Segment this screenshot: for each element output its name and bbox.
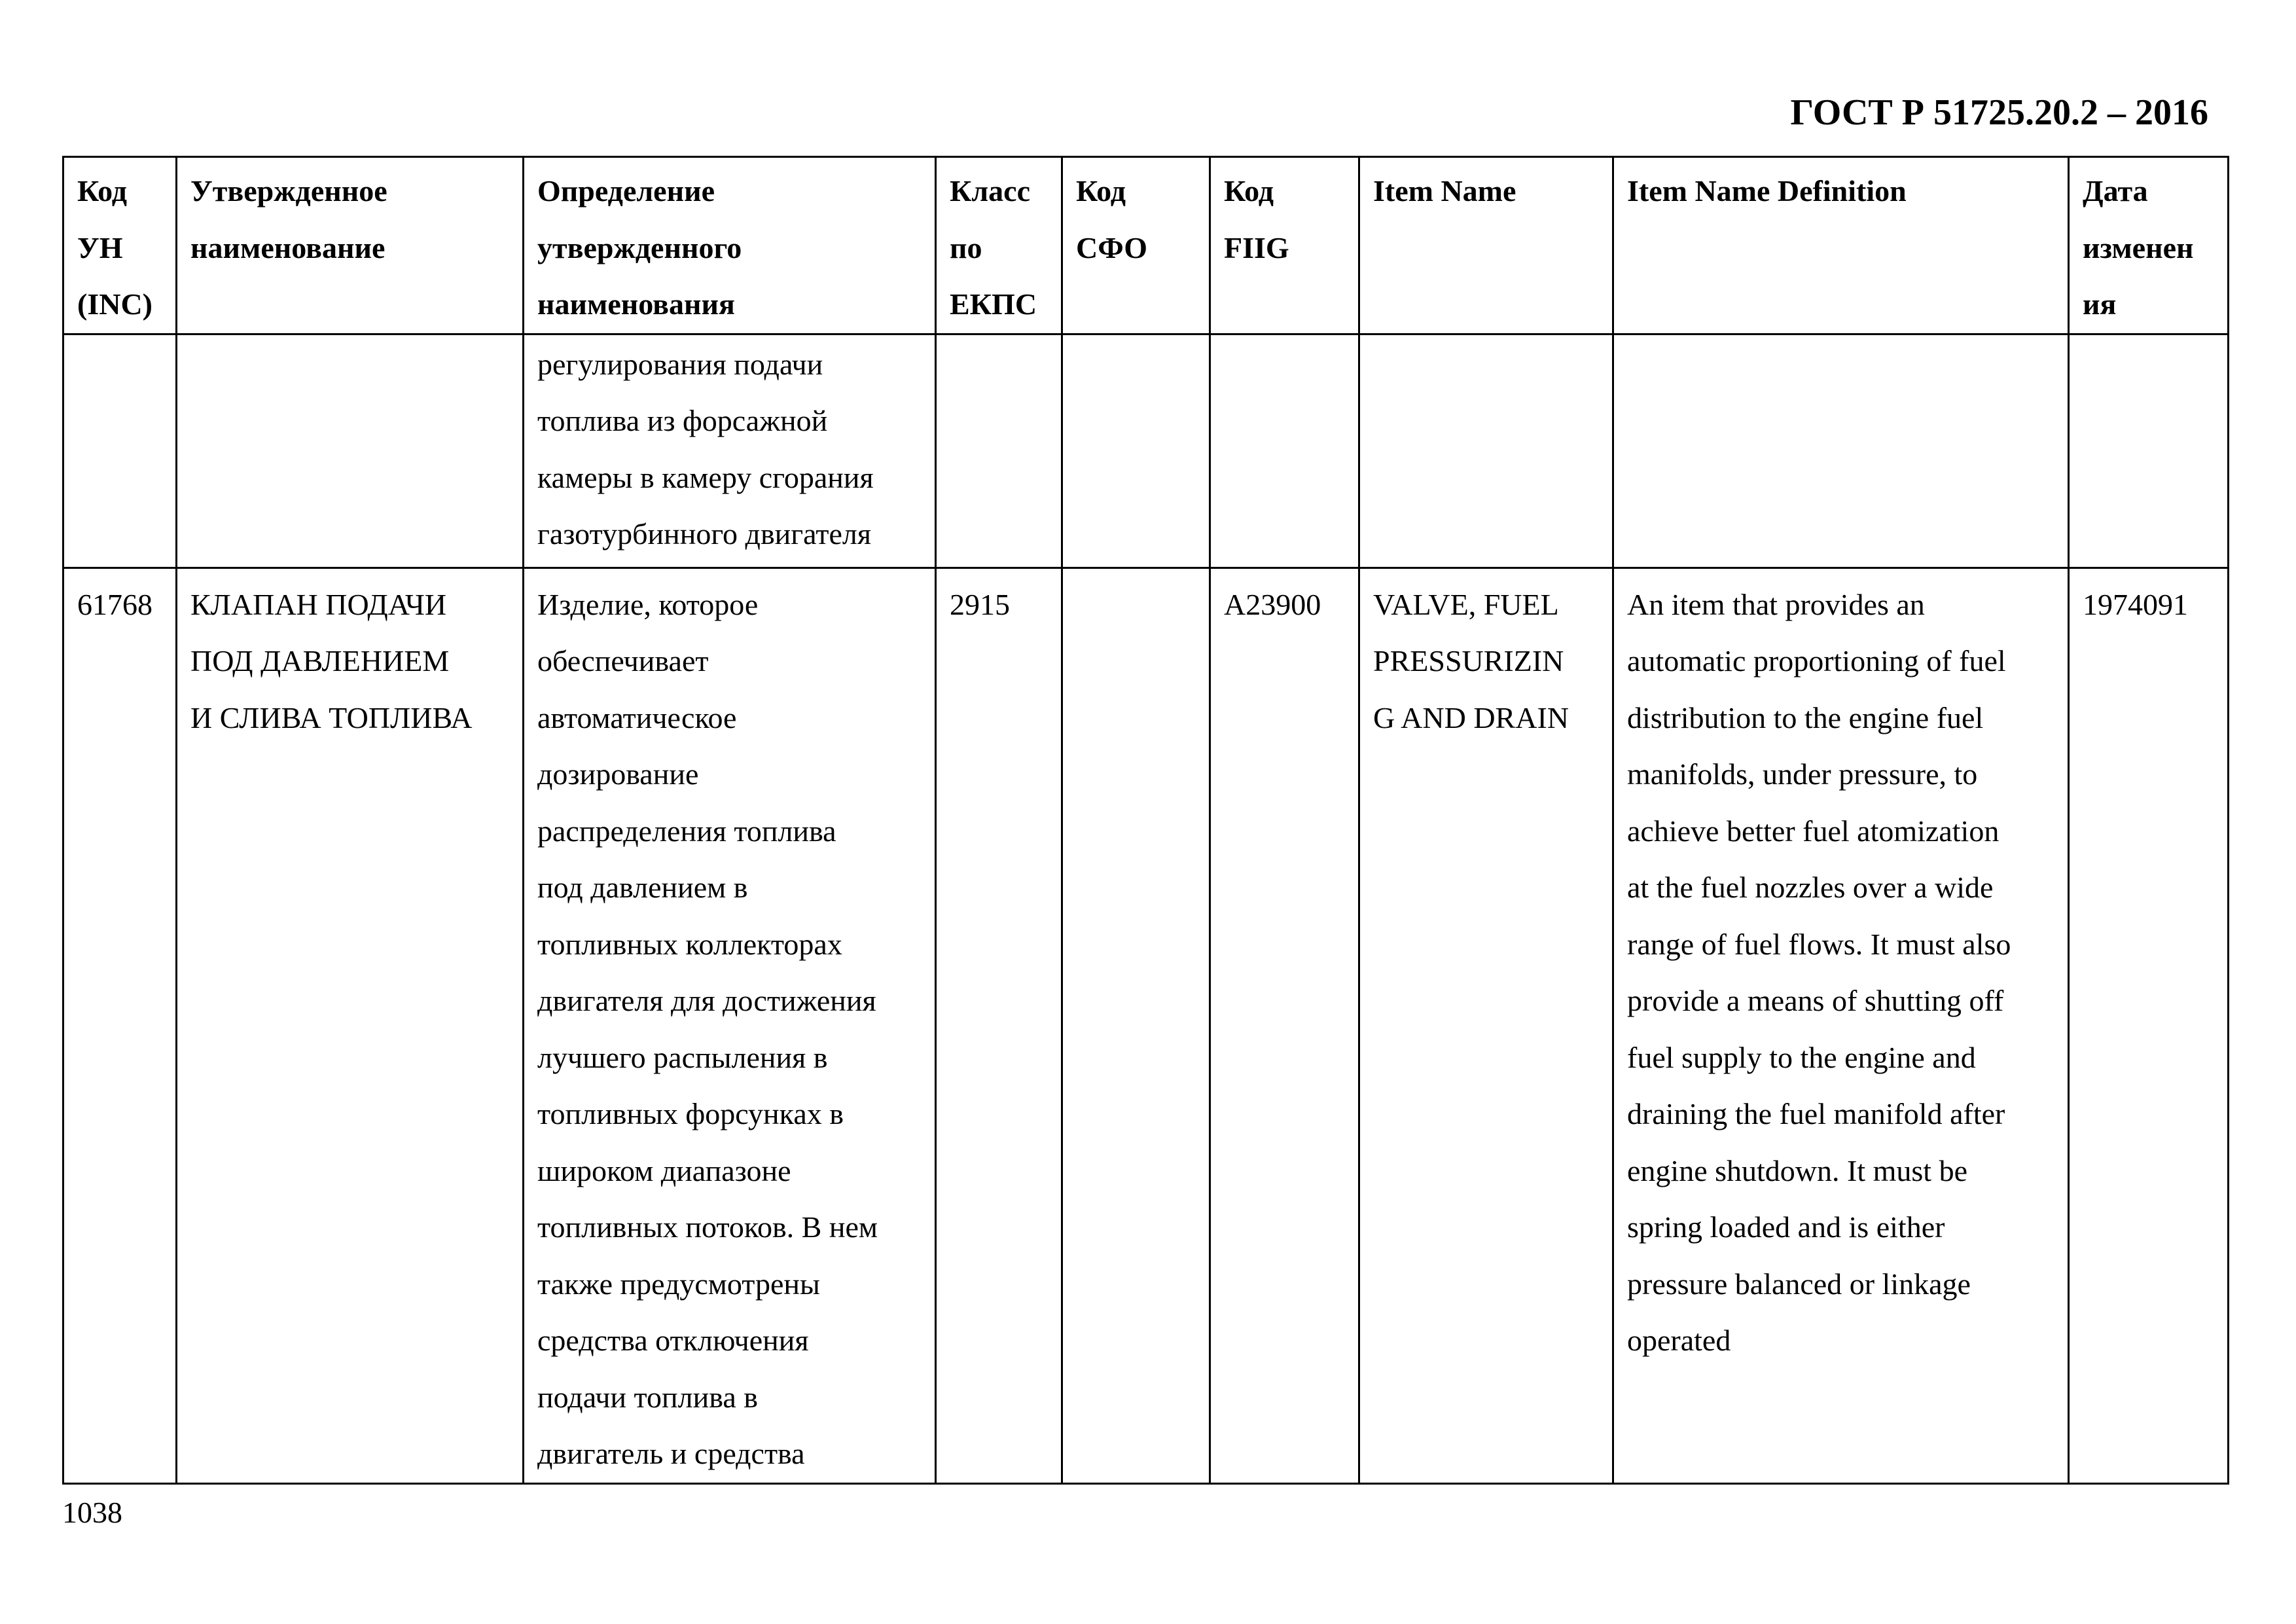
- cell-ekps-class: 2915: [936, 568, 1062, 1483]
- column-header-change-date: Дата изменен ия: [2069, 157, 2229, 334]
- cell-change-date: 1974091: [2069, 568, 2229, 1483]
- nomenclature-table: [62, 156, 2229, 1485]
- column-header-ekps-class: Класс по ЕКПС: [936, 157, 1062, 334]
- cell-sfo-code: [1062, 334, 1210, 568]
- cell-inc: 61768: [63, 568, 177, 1483]
- column-header-item-name-definition: Item Name Definition: [1613, 157, 2069, 334]
- column-header-inc: Код УН (INC): [63, 157, 177, 334]
- cell-fiig-code: [1210, 334, 1359, 568]
- column-header-sfo-code: Код СФО: [1062, 157, 1210, 334]
- cell-inc: [63, 334, 177, 568]
- page-number: 1038: [62, 1496, 122, 1529]
- cell-item-name: VALVE, FUEL PRESSURIZIN G AND DRAIN: [1359, 568, 1613, 1483]
- cell-approved-name: [177, 334, 524, 568]
- table-row-continuation: [63, 334, 2229, 568]
- cell-definition: Изделие, которое обеспечивает автоматическое дозирование распределения топлива под давлением в топливных коллекторах двигателя для достижения лучшего распыления в топливных форсунках в широком диапазоне топливных потоков. В нем также предусмотрены средства отключения подачи топлива в двигатель и средства: [524, 568, 936, 1483]
- column-header-item-name: Item Name: [1359, 157, 1613, 334]
- cell-approved-name: КЛАПАН ПОДАЧИ ПОД ДАВЛЕНИЕМ И СЛИВА ТОПЛИВА: [177, 568, 524, 1483]
- cell-sfo-code: [1062, 568, 1210, 1483]
- table-row: [63, 568, 2229, 1483]
- column-header-definition: Определение утвержденного наименования: [524, 157, 936, 334]
- cell-fiig-code: A23900: [1210, 568, 1359, 1483]
- cell-definition: регулирования подачи топлива из форсажной камеры в камеру сгорания газотурбинного двигателя: [524, 334, 936, 568]
- column-header-fiig-code: Код FIIG: [1210, 157, 1359, 334]
- column-header-approved-name: Утвержденное наименование: [177, 157, 524, 334]
- cell-ekps-class: [936, 334, 1062, 568]
- table-header-row: [63, 157, 2229, 334]
- cell-item-name-definition: [1613, 334, 2069, 568]
- cell-change-date: [2069, 334, 2229, 568]
- cell-item-name: [1359, 334, 1613, 568]
- document-standard-header: ГОСТ Р 51725.20.2 – 2016: [1790, 92, 2208, 133]
- cell-item-name-definition: An item that provides an automatic proportioning of fuel distribution to the engine fuel manifolds, under pressure, to achieve better fuel atomization at the fuel nozzles over a wide range of fuel flows. It must also provide a means of shutting off fuel supply to the engine and draining the fuel manifold after engine shutdown. It must be spring loaded and is either pressure balanced or linkage operated: [1613, 568, 2069, 1483]
